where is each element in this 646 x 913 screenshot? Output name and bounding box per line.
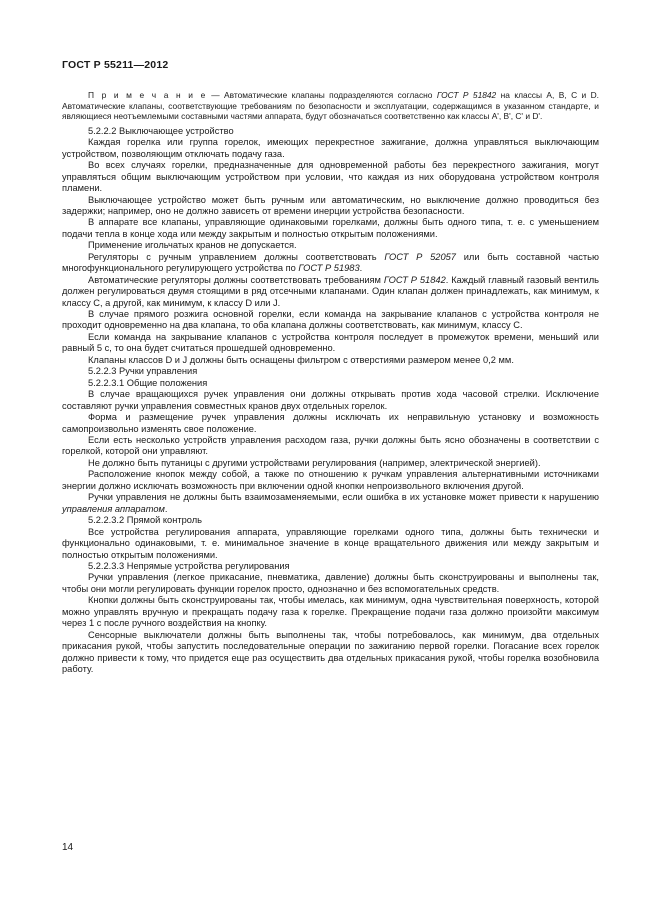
paragraph: Расположение кнопок между собой, а также по отношению к ручкам управления альтернативными источниками энергии должно исключать возможность при включении одной кнопки непроизвольного включения другой. (62, 469, 599, 491)
section-heading-5222: 5.2.2.2 Выключающее устройство (88, 125, 234, 136)
paragraph (62, 492, 599, 515)
section-heading-52231: 5.2.2.3.1 Общие положения (88, 377, 208, 388)
paragraph: Не должно быть путаницы с другими устройствами регулирования (например, электрической энергией). (88, 457, 541, 468)
note-text-before: — Автоматические клапаны подразделяются согласно (206, 90, 437, 100)
section-heading-5223: 5.2.2.3 Ручки управления (88, 366, 198, 377)
paragraph: Применение игольчатых кранов не допускается. (88, 240, 297, 251)
note-paragraph (62, 90, 599, 122)
paragraph (62, 275, 599, 309)
page-number: 14 (62, 842, 74, 853)
paragraph: В случае вращающихся ручек управления они должны открывать против хода часовой стрелки. Исключение составляют ручки управления совместных кранов двух отдельных горелок. (62, 389, 599, 411)
paragraph (62, 252, 599, 275)
text-span: . (359, 263, 363, 274)
standard-ref: ГОСТ Р 52057 (384, 251, 456, 262)
paragraph: Если есть несколько устройств управления расходом газа, ручки должны быть ясно обозначены в соответствии с горелкой, которой они управляют. (62, 435, 599, 457)
paragraph: Каждая горелка или группа горелок, имеющих перекрестное зажигание, должна управляться выключающим устройством, позволяющим отключать подачу газа. (62, 137, 599, 159)
paragraph: Во всех случаях горелки, предназначенные для одновременной работы без перекрестного зажигания, могут управляться общим выключающим устройством при условии, что каждая из них оборудована устройством контроля пламени. (62, 160, 599, 194)
text-span: . Каждый главный газовый вентиль должен регулироваться двумя стоящими в ряд отсечными клапанами. Один клапан должен принадлежать, как минимум, к классу С, а другой, как минимум, к классу D или J. (62, 274, 599, 308)
paragraph: Сенсорные выключатели должны быть выполнены так, чтобы потребовалось, как минимум, два отдельных прикасания рукой, чтобы запустить последовательные операции по зажиганию первой горелки. Погасание всех горелок должно привести к тому, что придется еще раз осуществить два отдельных прикасания рукой, чтобы горелка возобновила работу. (62, 629, 599, 675)
section-heading-52233: 5.2.2.3.3 Непрямые устройства регулирования (88, 561, 290, 571)
paragraph: Кнопки должны быть сконструированы так, чтобы имелась, как минимум, одна чувствительная поверхность, которой можно управлять вручную и прекращать подачу газа к горелке. Прекращение подачи газа должно произойти максимум через 1 с после ручного воздействия на кнопку. (62, 595, 599, 629)
document-header: ГОСТ Р 55211—2012 (62, 59, 169, 71)
paragraph: Ручки управления (легкое прикасание, пневматика, давление) должны быть сконструированы и выполнены так, чтобы они могли регулировать функции горелок просто, однозначно и без вспомогательных средств. (62, 572, 599, 594)
document-body (62, 90, 599, 676)
text-span: Автоматические регуляторы должны соответствовать требованиям (88, 274, 384, 285)
text-span: . (164, 503, 168, 514)
paragraph: В случае прямого розжига основной горелки, если команда на закрывание клапанов с устройства контроля не проходит одновременно на два клапана, то оба клапана должны соответствовать, как минимум, классу С. (62, 309, 599, 331)
paragraph: Выключающее устройство может быть ручным или автоматическим, но выключение должно проводиться без задержки; например, оно не должно зависеть от времени инерции устройства безопасности. (62, 194, 599, 216)
paragraph: Клапаны классов D и J должны быть оснащены фильтром с отверстиями размером менее 0,2 мм. (88, 354, 514, 365)
section-heading-52232: 5.2.2.3.2 Прямой контроль (88, 515, 203, 526)
paragraph: Если команда на закрывание клапанов с устройства контроля последует в промежуток времени, меньший или равный 5 с, то она будет считаться прошедшей одновременно. (62, 331, 599, 354)
text-span: Ручки управления не должны быть взаимозаменяемыми, если ошибка в их установке может привести к нарушению (88, 492, 599, 503)
paragraph: Форма и размещение ручек управления должны исключать их неправильную установку и возможность самопроизвольно изменять свое положение. (62, 412, 599, 434)
italic-text: управления аппаратом (62, 503, 165, 514)
note-ref: ГОСТ Р 51842 (436, 90, 497, 100)
standard-ref: ГОСТ Р 51842 (383, 274, 446, 285)
paragraph: Все устройства регулирования аппарата, управляющие горелками одного типа, должны быть технически и функционально одинаковыми, т. е. минимальное значение в конце вращательного движения или между закрытым и полностью открытым положениями. (62, 526, 599, 560)
standard-ref: ГОСТ Р 51983 (298, 263, 360, 274)
text-span: Регуляторы с ручным управлением должны соответствовать (88, 251, 385, 262)
paragraph: В аппарате все клапаны, управляющие одинаковыми горелками, должны быть одного типа, т. е. с уменьшением подачи тепла в конце хода или между закрытым и полностью открытым положениями. (62, 217, 599, 239)
note-label: П р и м е ч а н и е (88, 90, 207, 100)
text-span: или быть составной частью многофункционального регулирующего устройства по (62, 251, 599, 274)
note-text-after: на классы A, B, C и D. Автоматические клапаны, соответствующие требованиям по безопасности и эксплуатации, содержащимся в указанном стандарте, и являющиеся неотъемлемыми составными частями аппарата, будут обозначаться соответственно как классы A', B', C' и D'. (62, 90, 599, 122)
